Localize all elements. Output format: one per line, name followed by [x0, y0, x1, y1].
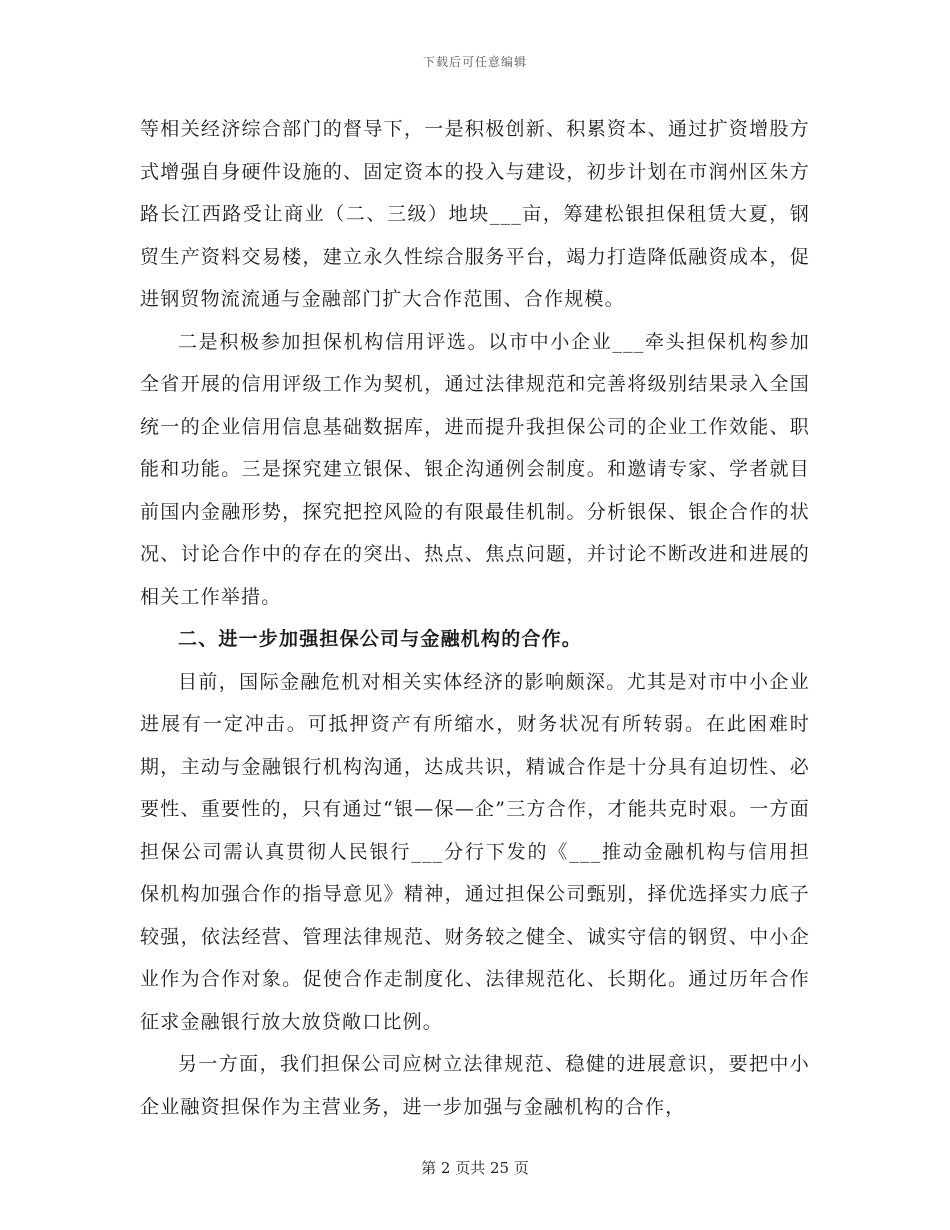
paragraph-financial-crisis: 目前，国际金融危机对相关实体经济的影响颇深。尤其是对市中小企业进展有一定冲击。可抵押资产有所缩水，财务状况有所转弱。在此困难时期，主动与金融银行机构沟通，达成共识，精诚合作是十分具有迫切性、必要性、重要性的，只有通过“银—保—企”三方合作，才能共克时艰。一方面担保公司需认真贯彻人民银行___分行下发的《___推动金融机构与信用担保机构加强合作的指导意见》精神，通过担保公司甄别，择优选择实力底子较强，依法经营、管理法律规范、财务较之健全、诚实守信的钢贸、中小企业作为合作对象。促使合作走制度化、法律规范化、长期化。通过历年合作征求金融银行放大放贷敞口比例。: [140, 670, 810, 1033]
paragraph-other-aspect: 另一方面，我们担保公司应树立法律规范、稳健的进展意识，要把中小企业融资担保作为主营业务，进一步加强与金融机构的合作，: [140, 1053, 810, 1118]
paragraph-continuation: 等相关经济综合部门的督导下，一是积极创新、积累资本、通过扩资增股方式增强自身硬件设施的、固定资本的投入与建设，初步计划在市润州区朱方路长江西路受让商业（二、三级）地块___亩，筹建松银担保租赁大夏，钢贸生产资料交易楼，建立永久性综合服务平台，竭力打造降低融资成本，促进钢贸物流流通与金融部门扩大合作范围、合作规模。: [140, 118, 810, 310]
page-number: 第 2 页共 25 页: [421, 1159, 529, 1177]
document-body: [140, 108, 810, 1128]
page-header: 下载后可任意编辑: [422, 55, 527, 69]
section-heading: 二、进一步加强担保公司与金融机构的合作。: [178, 628, 583, 650]
paragraph-credit-rating: 二是积极参加担保机构信用评选。以市中小企业___牵头担保机构参加全省开展的信用评级工作为契机，通过法律规范和完善将级别结果录入全国统一的企业信用信息基础数据库，进而提升我担保公司的企业工作效能、职能和功能。三是探究建立银保、银企沟通例会制度。和邀请专家、学者就目前国内金融形势，探究把控风险的有限最佳机制。分析银保、银企合作的状况、讨论合作中的存在的突出、热点、焦点问题，并讨论不断改进和进展的相关工作举措。: [140, 330, 810, 608]
